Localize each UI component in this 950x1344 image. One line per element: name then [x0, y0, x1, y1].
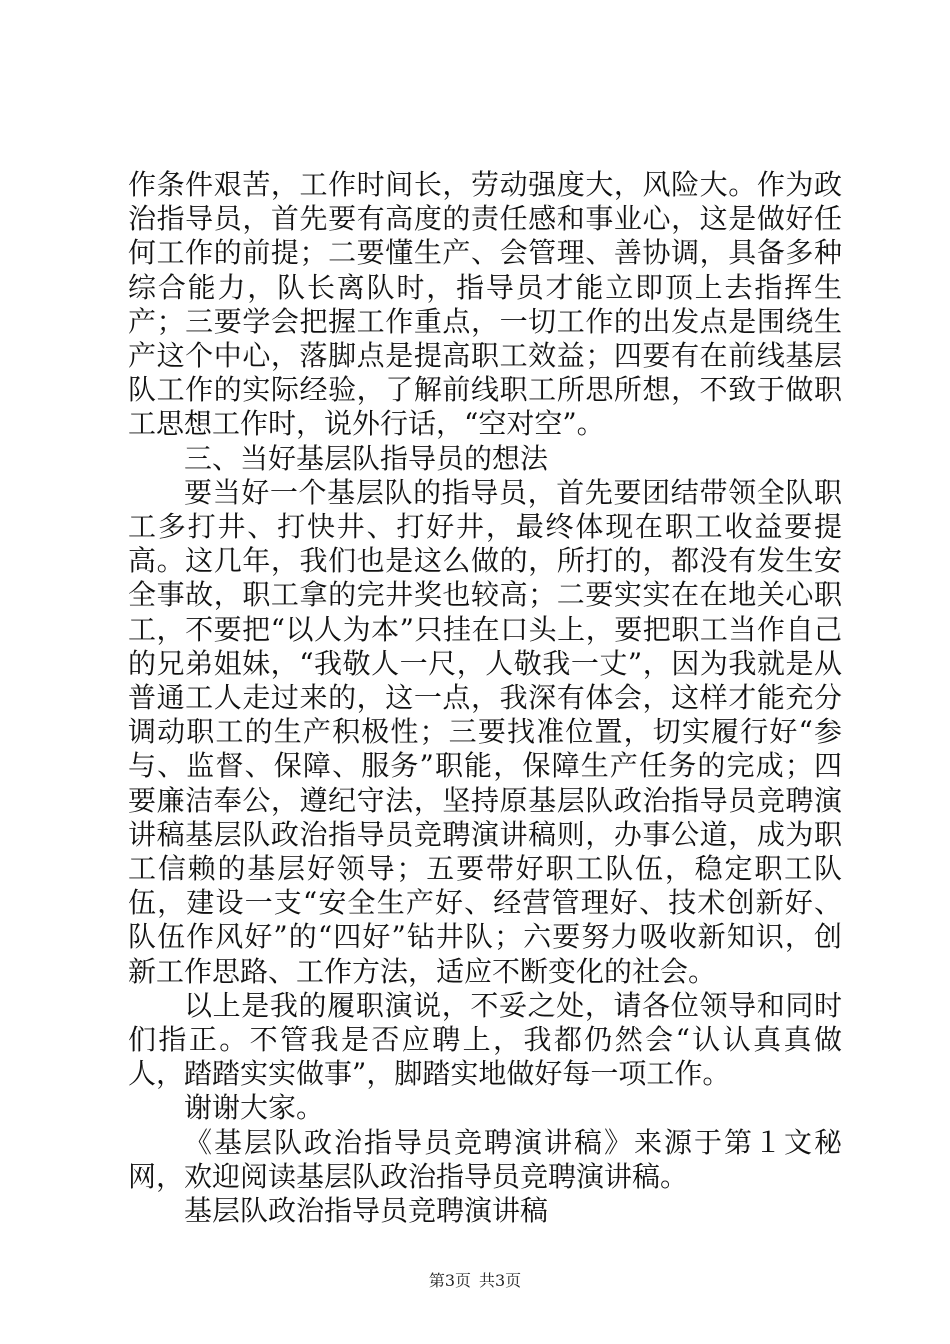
page-number: 第3页: [428, 1271, 471, 1290]
paragraph-plan: 要当好一个基层队的指导员，首先要团结带领全队职工多打井、打快井、打好井，最终体现在职工收益要提高。这几年，我们也是这么做的，所打的，都没有发生安全事故，职工拿的完井奖也较高；二要实实在在地关心职工，不要把“以人为本”只挂在口头上，要把职工当作自己的兄弟姐妹，“我敬人一尺，人敬我一丈”，因为我就是从普通工人走过来的，这一点，我深有体会，这样才能充分调动职工的生产积极性；三要找准位置，切实履行好“参与、监督、保障、服务”职能，保障生产任务的完成；四要廉洁奉公，遵纪守法，坚持原基层队政治指导员竞聘演讲稿基层队政治指导员竞聘演讲稿则，办事公道，成为职工信赖的基层好领导；五要带好职工队伍，稳定职工队伍，建设一支“安全生产好、经营管理好、技术创新好、队伍作风好”的“四好”钻井队；六要努力吸收新知识，创新工作思路、工作方法，适应不断变化的社会。: [128, 475, 842, 988]
paragraph-closing: 以上是我的履职演说，不妥之处，请各位领导和同时们指正。不管我是否应聘上，我都仍然会“认认真真做人，踏踏实实做事”，脚踏实地做好每一项工作。: [128, 988, 842, 1091]
page-footer: [0, 1271, 950, 1291]
paragraph-thanks: 谢谢大家。: [184, 1091, 325, 1125]
paragraph-work-conditions: 作条件艰苦，工作时间长，劳动强度大，风险大。作为政治指导员，首先要有高度的责任感和事业心，这是做好任何工作的前提；二要懂生产、会管理、善协调，具备多种综合能力，队长离队时，指导员才能立即顶上去指挥生产；三要学会把握工作重点，一切工作的出发点是围绕生产这个中心，落脚点是提高职工效益；四要有在前线基层队工作的实际经验，了解前线职工所思所想，不致于做职工思想工作时，说外行话，“空对空”。: [128, 168, 842, 441]
page-total: 共3页: [479, 1271, 522, 1290]
section-heading-thoughts: 三、当好基层队指导员的想法: [184, 441, 549, 475]
paragraph-title-repeat: 基层队政治指导员竞聘演讲稿: [184, 1194, 549, 1228]
document-body: [128, 168, 842, 1228]
paragraph-source-note: 《基层队政治指导员竞聘演讲稿》来源于第１文秘网，欢迎阅读基层队政治指导员竞聘演讲稿。: [128, 1125, 842, 1193]
